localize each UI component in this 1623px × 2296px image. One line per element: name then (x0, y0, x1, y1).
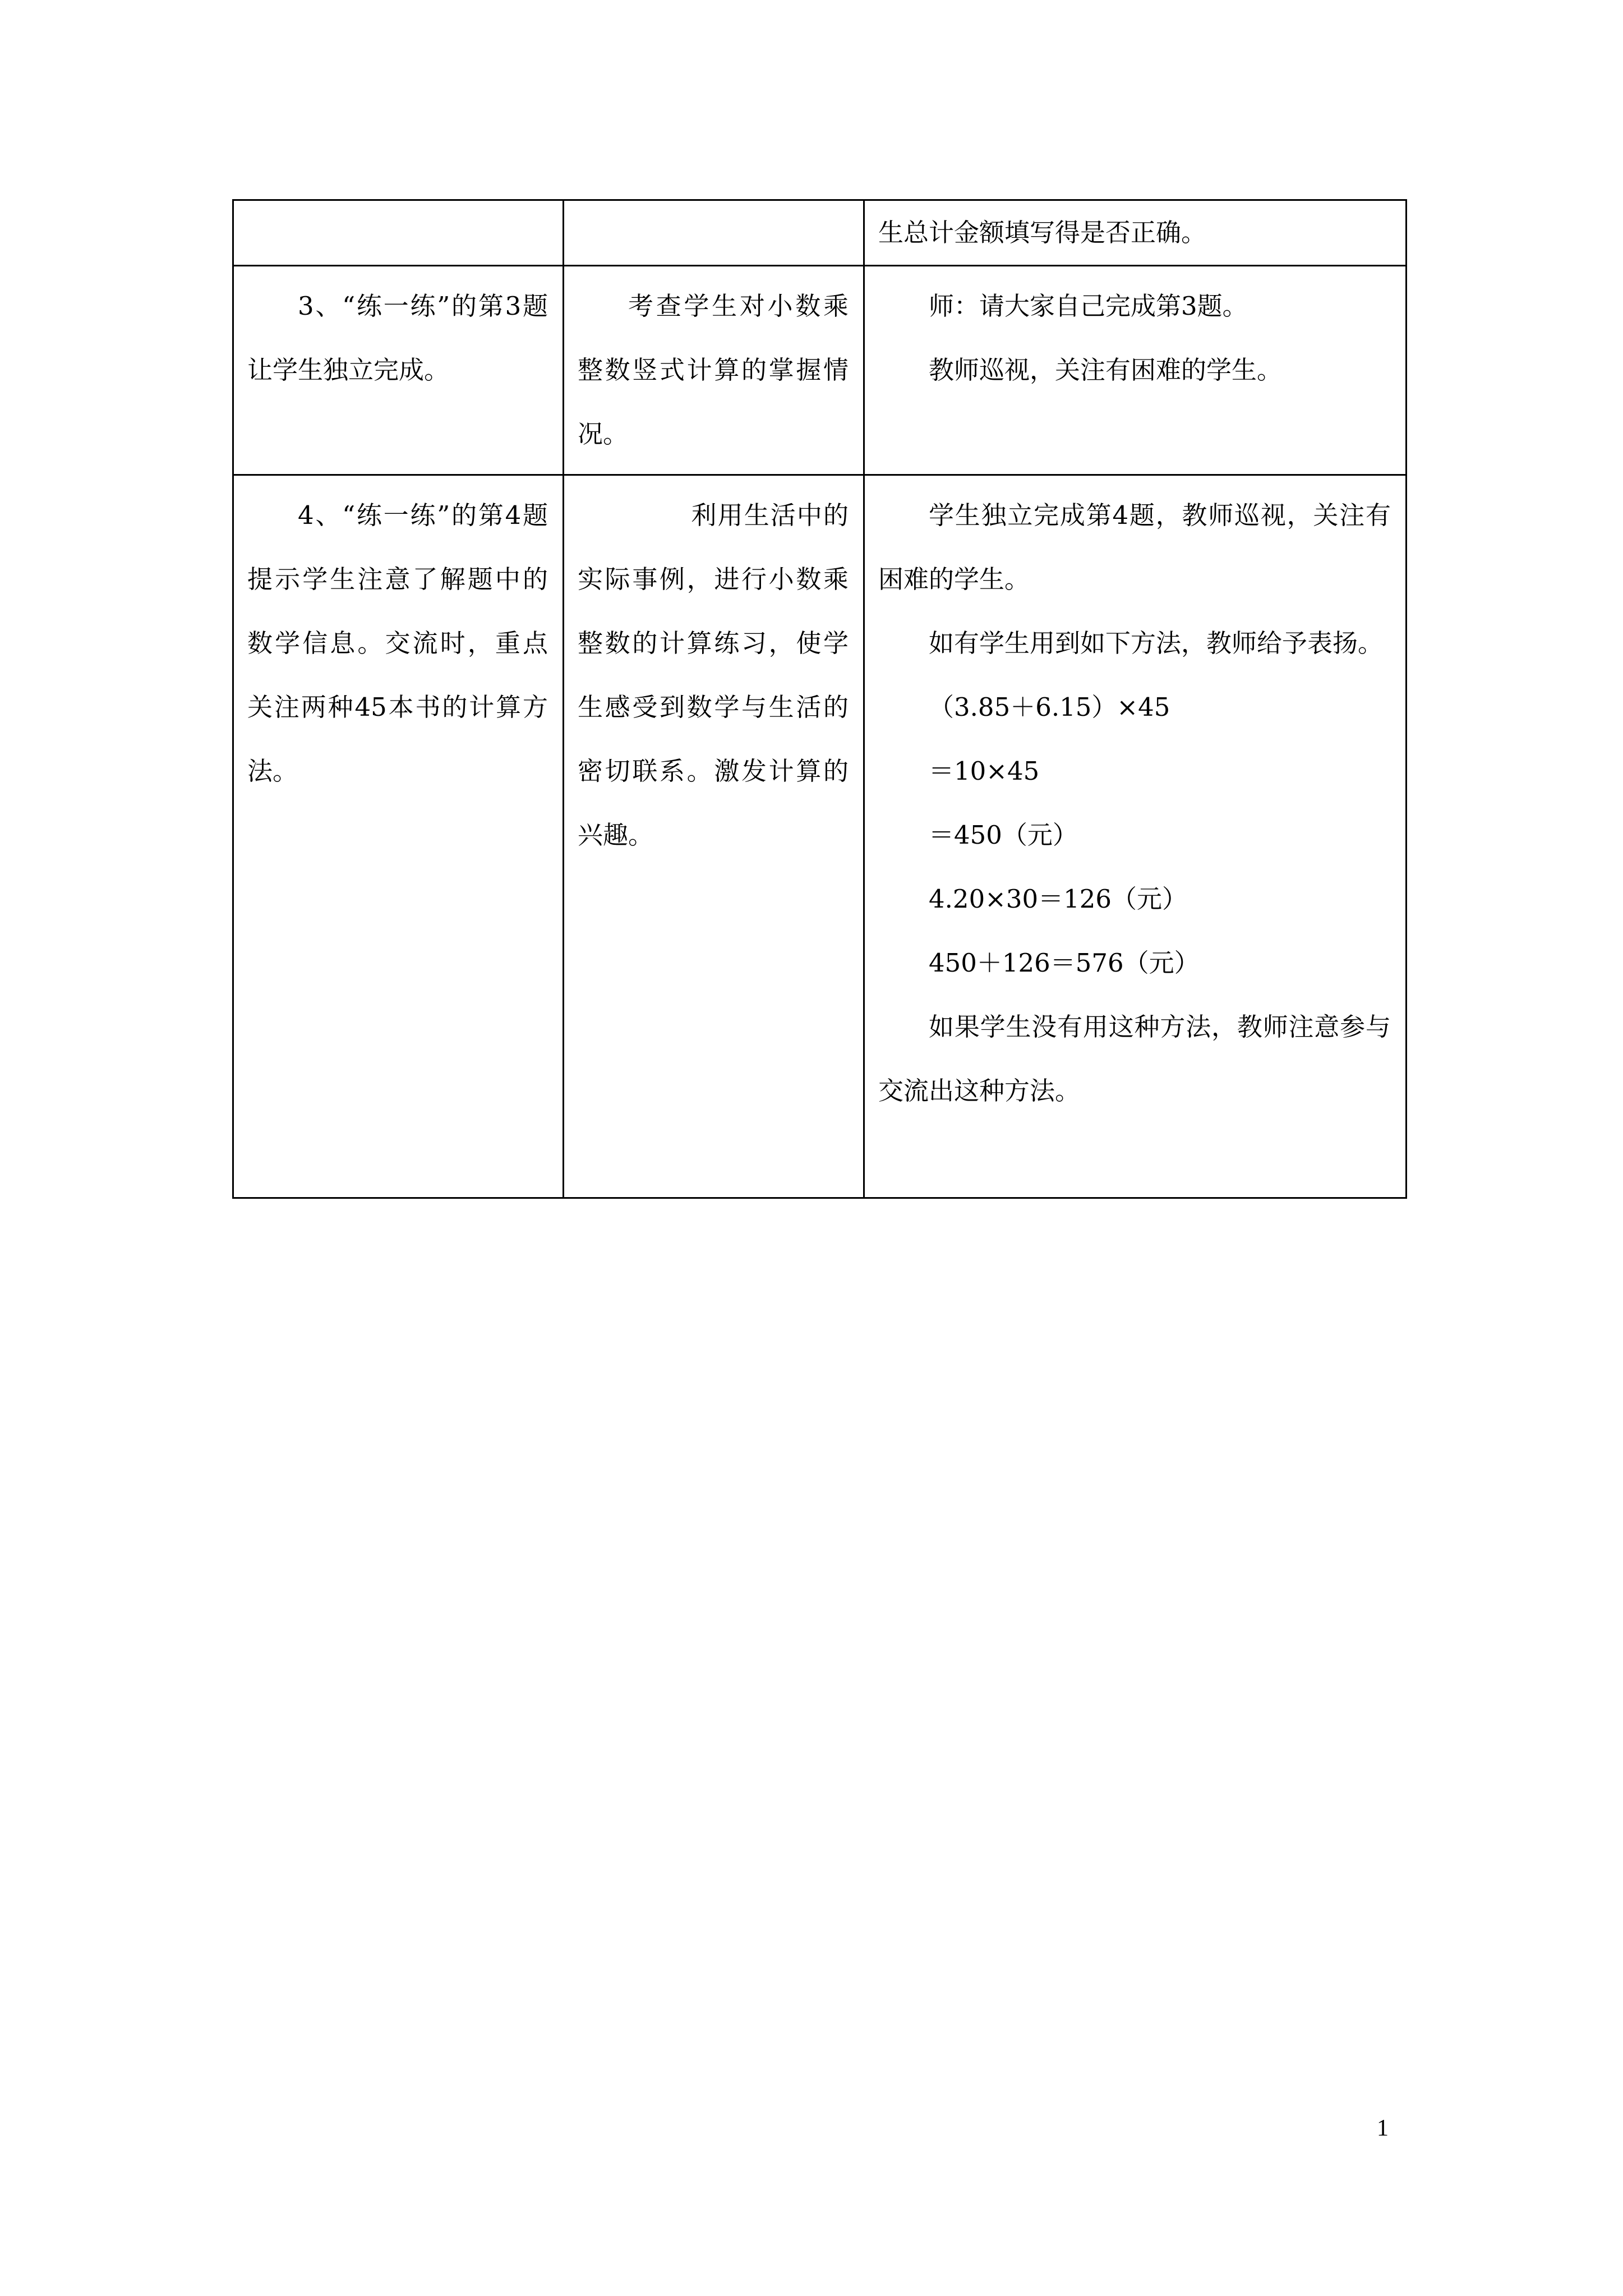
cell-paragraph: 4、“练一练”的第4题提示学生注意了解题中的数学信息。交流时，重点关注两种45本书的计算方法。 (247, 500, 548, 786)
cell-paragraph: 生总计金额填写得是否正确。 (878, 218, 1207, 247)
table-cell-activity (233, 475, 564, 1198)
cell-paragraph: 利用生活中的实际事例，进行小数乘整数的计算练习，使学生感受到数学与生活的密切联系。激发计算的兴趣。 (578, 500, 849, 850)
formula-line: 450＋126＝576（元） (929, 948, 1200, 978)
formula-line: ＝10×45 (929, 756, 1040, 786)
table-row (233, 475, 1407, 1198)
cell-paragraph: 3、“练一练”的第3题让学生独立完成。 (247, 291, 548, 385)
table-cell-activity (233, 200, 564, 266)
lesson-plan-table (232, 199, 1407, 1199)
cell-paragraph: 如有学生用到如下方法，教师给予表扬。 (929, 628, 1384, 658)
table-row (233, 266, 1407, 475)
page-number: 1 (1377, 2115, 1389, 2141)
table-cell-process (864, 266, 1407, 475)
cell-paragraph: 考查学生对小数乘整数竖式计算的掌握情况。 (578, 291, 849, 449)
formula-line: 4.20×30＝126（元） (929, 884, 1188, 914)
table-cell-intent (564, 200, 864, 266)
formula-line: （3.85＋6.15）×45 (929, 692, 1170, 722)
formula-line: ＝450（元） (929, 820, 1078, 850)
cell-paragraph: 学生独立完成第4题，教师巡视，关注有困难的学生。 (878, 500, 1391, 594)
table-cell-activity (233, 266, 564, 475)
table-cell-process (864, 200, 1407, 266)
table-cell-process (864, 475, 1407, 1198)
table-cell-intent (564, 475, 864, 1198)
table-row (233, 200, 1407, 266)
table-cell-intent (564, 266, 864, 475)
cell-paragraph: 教师巡视，关注有困难的学生。 (929, 355, 1283, 385)
cell-paragraph: 如果学生没有用这种方法，教师注意参与交流出这种方法。 (878, 1012, 1391, 1106)
cell-paragraph: 师：请大家自己完成第3题。 (929, 291, 1248, 321)
